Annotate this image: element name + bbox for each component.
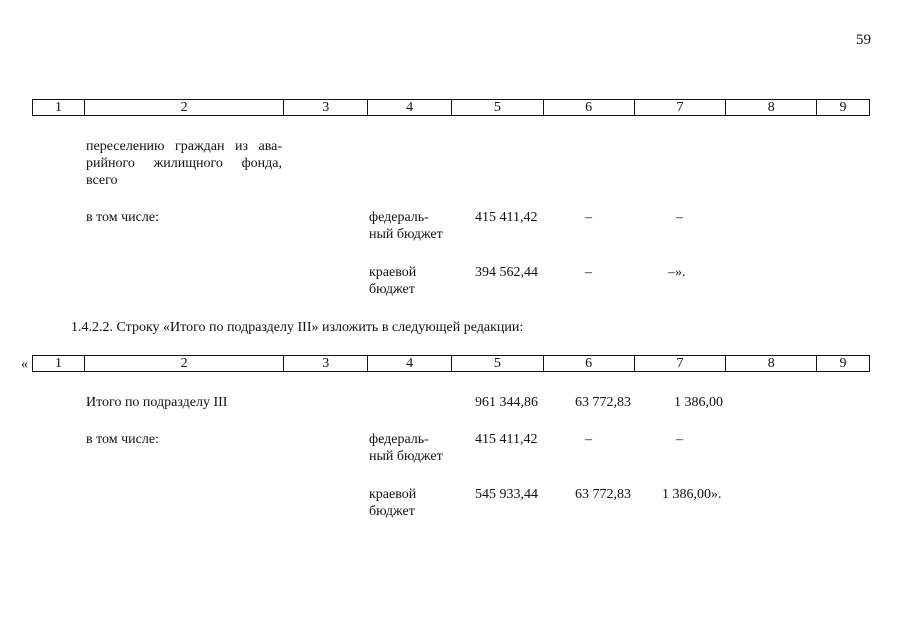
table2-row1-col7: 1 386,00: [674, 395, 723, 410]
header-col-8: 8: [726, 100, 817, 115]
label-line: переселению граждан из ава-: [86, 139, 282, 154]
header-col-7: 7: [635, 100, 727, 115]
header-col-9: 9: [839, 100, 847, 115]
label-line: рийного жилищного фонда,: [86, 156, 282, 171]
header-col-5: 5: [452, 356, 544, 371]
header-col-6: 6: [544, 356, 635, 371]
table1-row2-label: в том числе:: [86, 210, 159, 225]
table1-row3-col7: –».: [668, 265, 686, 280]
table2-row3-source: [369, 486, 416, 520]
source-line: ный бюджет: [369, 227, 443, 242]
header-col-5: 5: [452, 100, 544, 115]
table2-row1-col5: 961 344,86: [475, 395, 538, 410]
source-line: бюджет: [369, 504, 415, 519]
header-col-4: 4: [368, 100, 452, 115]
table2-row1-label: Итого по подразделу III: [86, 395, 228, 410]
table2-header-row: [32, 355, 870, 372]
table1-row2-col7: –: [676, 210, 683, 225]
label-line: всего: [86, 173, 118, 188]
table1-row3-col5: 394 562,44: [475, 265, 538, 280]
header-col-9: 9: [839, 356, 847, 371]
header-col-7: 7: [635, 356, 727, 371]
header-col-2: 2: [85, 100, 285, 115]
table1-row2-col5: 415 411,42: [475, 210, 538, 225]
table1-row2-source: [369, 209, 443, 243]
page-number: 59: [856, 32, 871, 48]
table2-row2-col5: 415 411,42: [475, 432, 538, 447]
opening-quote: «: [21, 357, 28, 372]
source-line: бюджет: [369, 282, 415, 297]
table1-row1-label: [86, 138, 282, 189]
table1-row3-source: [369, 264, 416, 298]
table2-row1-col6: 63 772,83: [575, 395, 631, 410]
header-col-6: 6: [544, 100, 635, 115]
source-line: федераль-: [369, 432, 429, 447]
table2-row2-col7: –: [676, 432, 683, 447]
table2-row2-source: [369, 431, 443, 465]
source-line: краевой: [369, 487, 417, 502]
table1-header-row: [32, 99, 870, 116]
header-col-2: 2: [85, 356, 285, 371]
table1-row3-col6: –: [585, 265, 592, 280]
header-col-1: 1: [33, 356, 85, 371]
source-line: краевой: [369, 265, 417, 280]
table2-row3-col7: 1 386,00».: [662, 487, 722, 502]
instruction-paragraph: 1.4.2.2. Строку «Итого по подразделу III» изложить в следующей редакции:: [71, 320, 524, 335]
table1-row2-col6: –: [585, 210, 592, 225]
source-line: ный бюджет: [369, 449, 443, 464]
table2-row3-col5: 545 933,44: [475, 487, 538, 502]
table2-row2-col6: –: [585, 432, 592, 447]
header-col-8: 8: [726, 356, 817, 371]
header-col-3: 3: [284, 356, 368, 371]
table2-row3-col6: 63 772,83: [575, 487, 631, 502]
header-col-1: 1: [33, 100, 85, 115]
table2-row2-label: в том числе:: [86, 432, 159, 447]
header-col-4: 4: [368, 356, 452, 371]
header-col-3: 3: [284, 100, 368, 115]
source-line: федераль-: [369, 210, 429, 225]
